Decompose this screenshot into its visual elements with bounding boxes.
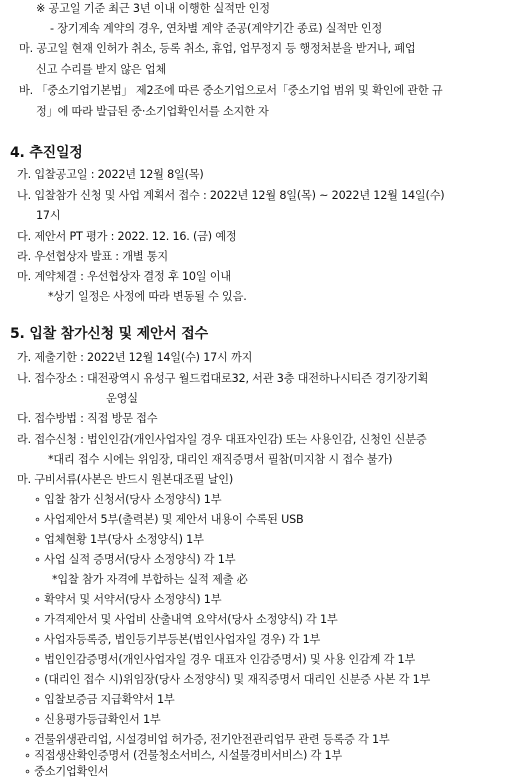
- required-doc-item: ∘ 법인인감증명서(개인사업자일 경우 대표자 인감증명서) 및 사용 인감계 각 1부: [34, 653, 416, 666]
- section-5-heading: 5. 입찰 참가신청 및 제안서 접수: [10, 326, 208, 342]
- schedule-item: 라. 우선협상자 발표 : 개별 통지: [17, 250, 168, 263]
- clause-ba-cont: 정」에 따라 발급된 중·소기업확인서를 소지한 자: [36, 105, 269, 118]
- required-doc-note: *입찰 참가 자격에 부합하는 실적 제출 必: [52, 573, 248, 586]
- clause-ma: 마. 공고일 현재 인허가 취소, 등록 취소, 휴업, 업무정지 등 행정처분을 받거나, 폐업: [19, 42, 416, 55]
- required-doc-item: ∘ 건물위생관리업, 시설경비업 허가증, 전기안전관리업무 관련 등록증 각 1부: [24, 733, 390, 746]
- required-doc-item: ∘ 신용평가등급확인서 1부: [34, 713, 161, 726]
- required-doc-item: ∘ 가격제안서 및 사업비 산출내역 요약서(당사 소정양식) 각 1부: [34, 613, 338, 626]
- schedule-note: *상기 일정은 사정에 따라 변동될 수 있음.: [48, 290, 247, 303]
- schedule-item: 마. 계약체결 : 우선협상자 결정 후 10일 이내: [17, 270, 231, 283]
- submission-item: 다. 접수방법 : 직접 방문 접수: [17, 412, 158, 425]
- schedule-item: 다. 제안서 PT 평가 : 2022. 12. 16. (금) 예정: [17, 230, 237, 243]
- schedule-item-cont: 17시: [36, 209, 61, 222]
- submission-item: 마. 구비서류(사본은 반드시 원본대조필 날인): [17, 473, 234, 486]
- note-line: ※ 공고일 기준 최근 3년 이내 이행한 실적만 인정: [36, 2, 270, 15]
- required-doc-item: ∘ 사업 실적 증명서(당사 소정양식) 각 1부: [34, 553, 236, 566]
- required-doc-item: ∘ 사업제안서 5부(출력본) 및 제안서 내용이 수록된 USB: [34, 513, 304, 526]
- required-doc-item: ∘ 확약서 및 서약서(당사 소정양식) 1부: [34, 593, 222, 606]
- clause-ba: 바. 「중소기업기본법」 제2조에 따른 중소기업으로서「중소기업 범위 및 확인에 관한 규: [19, 84, 443, 97]
- required-doc-item: ∘ 직접생산확인증명서 (건물청소서비스, 시설물경비서비스) 각 1부: [24, 749, 342, 762]
- submission-item: 가. 제출기한 : 2022년 12월 14일(수) 17시 까지: [17, 351, 253, 364]
- submission-item: 나. 접수장소 : 대전광역시 유성구 월드컵대로32, 서관 3층 대전하나시티즌 경기장기획: [17, 372, 429, 385]
- submission-item: 라. 접수신청 : 법인인감(개인사업자일 경우 대표자인감) 또는 사용인감, 신청인 신분증: [17, 433, 427, 446]
- required-doc-item: ∘ 업체현황 1부(당사 소정양식) 1부: [34, 533, 204, 546]
- required-doc-item: ∘ 사업자등록증, 법인등기부등본(법인사업자일 경우) 각 1부: [34, 633, 321, 646]
- schedule-item: 가. 입찰공고일 : 2022년 12월 8일(목): [17, 168, 204, 181]
- submission-note: *대리 접수 시에는 위임장, 대리인 재직증명서 필참(미지참 시 접수 불가): [48, 453, 393, 466]
- submission-item-cont: 운영실: [106, 392, 138, 405]
- note-subline: - 장기계속 계약의 경우, 연차별 계약 준공(계약기간 종료) 실적만 인정: [50, 22, 383, 35]
- schedule-item: 나. 입찰참가 신청 및 사업 계획서 접수 : 2022년 12월 8일(목) ~ 2022년 12월 14일(수): [17, 189, 445, 202]
- required-doc-item: ∘ 중소기업확인서: [24, 765, 109, 778]
- required-doc-item: ∘ (대리인 접수 시)위임장(당사 소정양식) 및 재직증명서 대리인 신분증 사본 각 1부: [34, 673, 431, 686]
- required-doc-item: ∘ 입찰 참가 신청서(당사 소정양식) 1부: [34, 493, 222, 506]
- required-doc-item: ∘ 입찰보증금 지급확약서 1부: [34, 693, 175, 706]
- clause-ma-cont: 신고 수리를 받지 않은 업체: [36, 63, 167, 76]
- section-4-heading: 4. 추진일정: [10, 145, 83, 161]
